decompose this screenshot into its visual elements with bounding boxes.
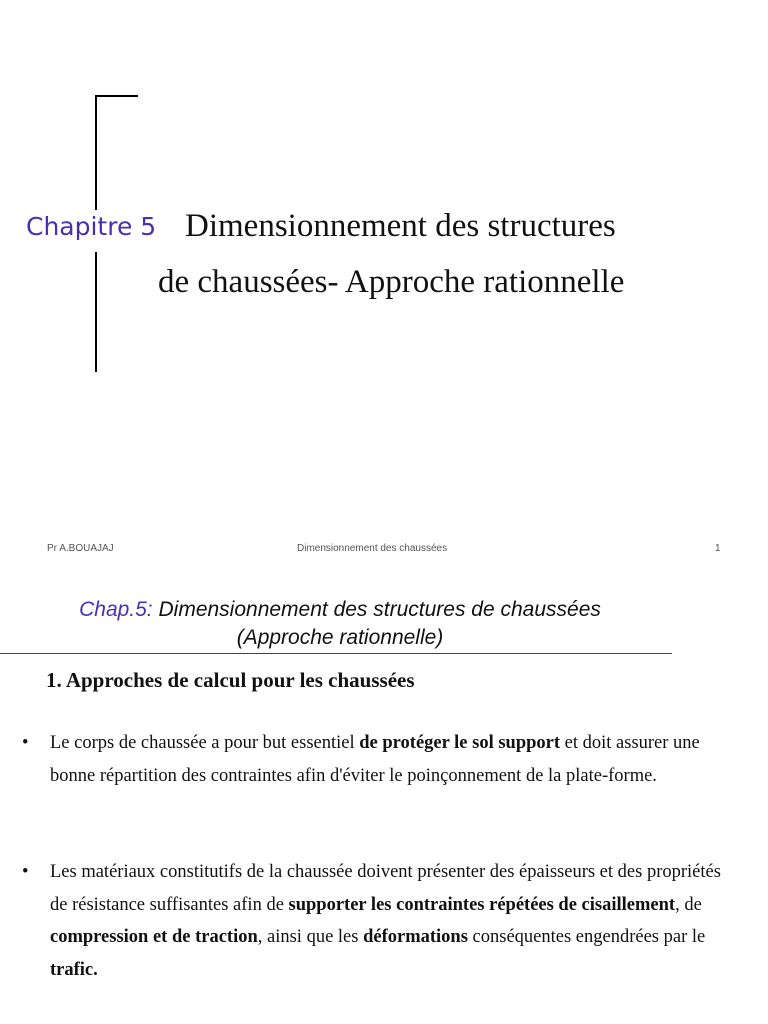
bullet-item (22, 856, 742, 986)
slide-2-title (0, 596, 680, 652)
slide-2-title-main: Dimensionnement des structures de chaussées (152, 598, 601, 621)
bullet-item (22, 727, 742, 792)
bracket-vertical-line-lower (95, 252, 97, 372)
slide-title-line-2: de chaussées- Approche rationnelle (158, 264, 625, 300)
title-divider (0, 653, 672, 654)
section-heading: 1. Approches de calcul pour les chaussées (46, 668, 415, 692)
footer-author: Pr A.BOUAJAJ (47, 543, 114, 554)
bracket-vertical-line-upper (95, 95, 97, 210)
bullet-text: Les matériaux constitutifs de la chaussée doivent présenter des épaisseurs et des propriétés de résistance suffisantes afin de supporter les contraintes répétées de cisaillement, de compression et de traction, ainsi que les déformations conséquentes engendrées par le trafic. (50, 862, 721, 980)
slide-title-line-1: Dimensionnement des structures (185, 208, 616, 244)
slide-2 (0, 570, 768, 1024)
bracket-top-line (95, 95, 138, 97)
bullet-dot: • (22, 862, 29, 882)
footer-course: Dimensionnement des chaussées (297, 543, 448, 554)
slide-2-title-sub: (Approche rationnelle) (236, 626, 444, 649)
bullet-text: Le corps de chaussée a pour but essentiel de protéger le sol support et doit assurer une bonne répartition des contraintes afin d'éviter le poinçonnement de la plate-forme. (50, 733, 700, 786)
footer-page-number: 1 (715, 543, 721, 554)
bullet-dot: • (22, 733, 29, 753)
chapter-prefix: Chap.5: (79, 598, 153, 621)
slide-2-title-line-1 (0, 596, 680, 624)
chapter-label: Chapitre 5 (26, 212, 157, 241)
